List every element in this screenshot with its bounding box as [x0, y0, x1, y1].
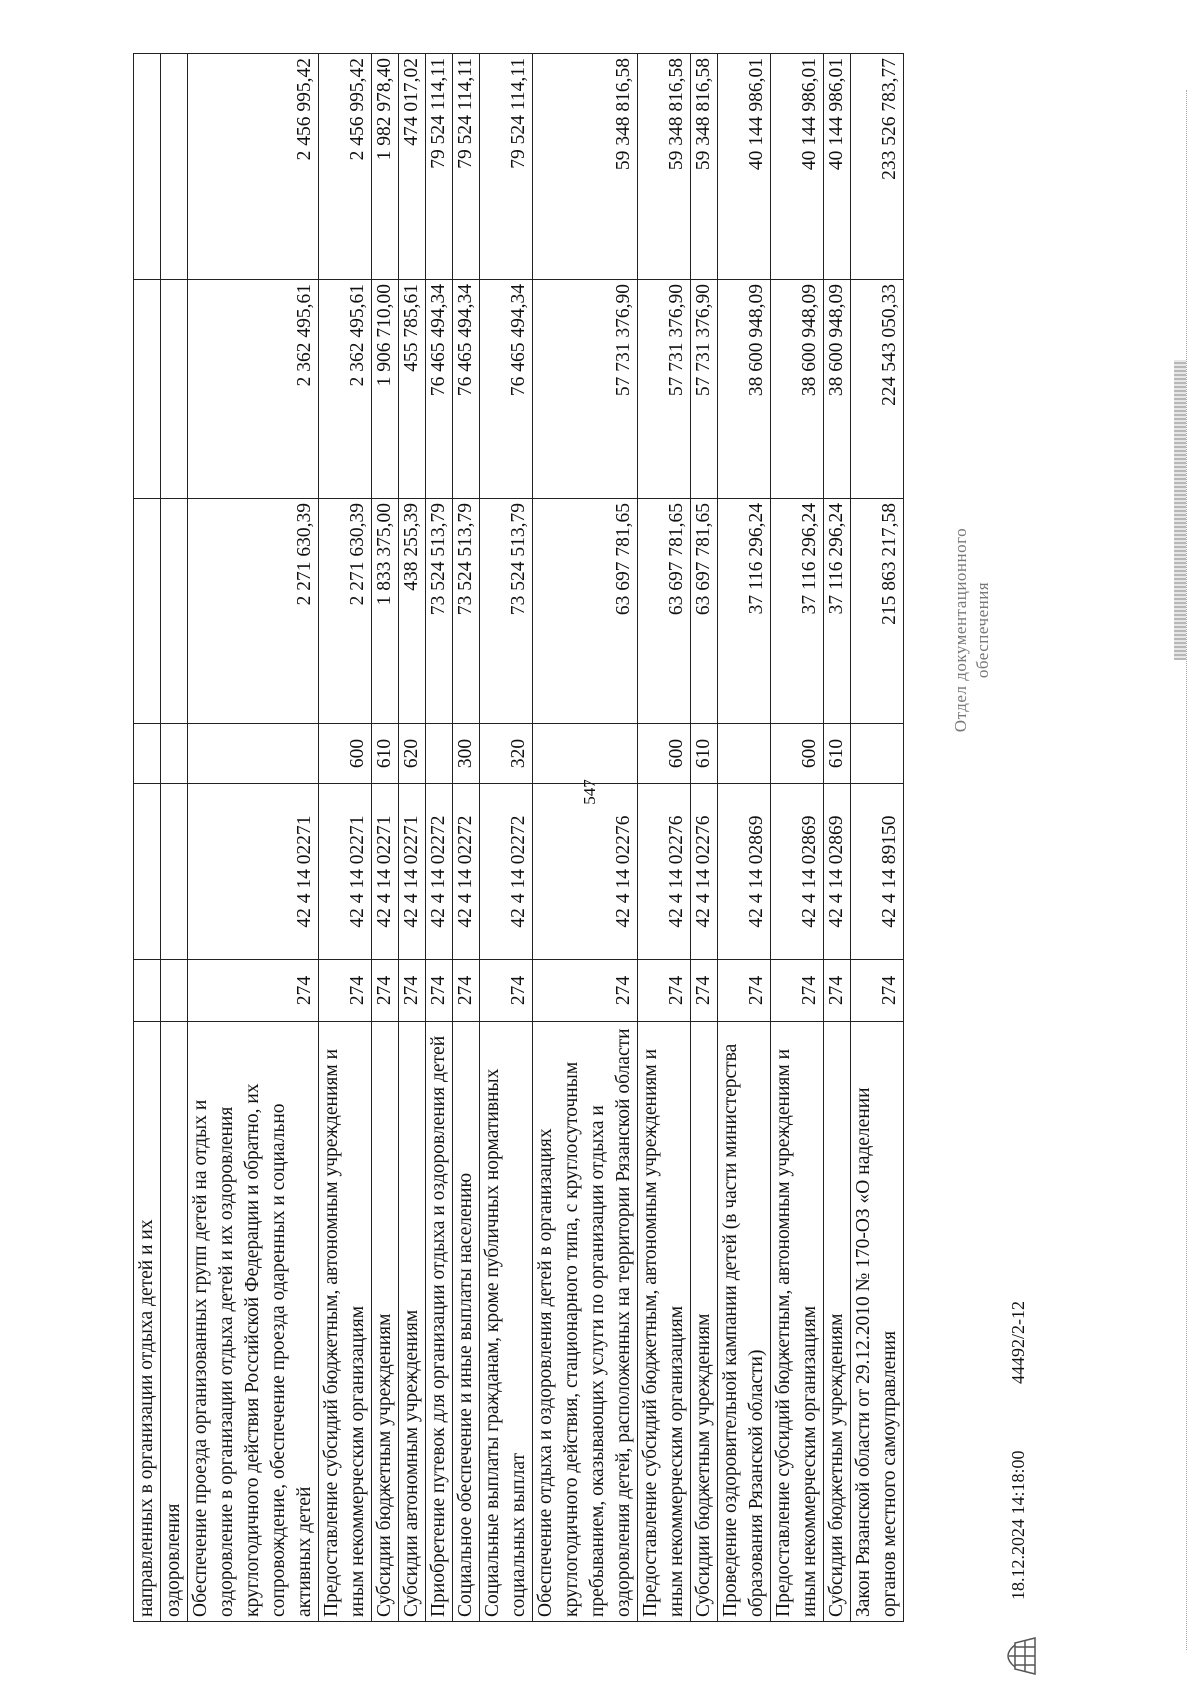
row-name: Предоставление субсидий бюджетным, автономным учреждениям и иным некоммерческим организациям	[771, 1022, 824, 1622]
row-amount-year-1: 63 697 781,65	[691, 499, 718, 724]
row-amount-year-1: 37 116 296,24	[771, 499, 824, 724]
row-name: Субсидии бюджетным учреждениям	[372, 1022, 399, 1622]
table-row	[533, 54, 638, 1622]
row-expense-type	[426, 724, 453, 784]
row-amount-year-3	[134, 54, 161, 280]
table-row	[771, 54, 824, 1622]
row-name: Обеспечение отдыха и оздоровления детей в организациях круглогодичного действия, стационарного типа, с круглосуточным пребыванием, оказывающих услуги по организации отдыха и оздоровления детей, расположенных на территории Рязанской области	[533, 1022, 638, 1622]
row-code: 274	[824, 960, 851, 1022]
row-amount-year-2: 38 600 948,09	[718, 280, 771, 499]
row-amount-year-1: 1 833 375,00	[372, 499, 399, 724]
row-target-article: 42 4 14 89150	[851, 784, 904, 960]
row-amount-year-1: 37 116 296,24	[824, 499, 851, 724]
footer-datetime: 18.12.2024 14:18:00	[1008, 1450, 1028, 1600]
row-amount-year-3: 79 524 114,11	[426, 54, 453, 280]
row-expense-type: 610	[372, 724, 399, 784]
row-expense-type: 600	[771, 724, 824, 784]
row-amount-year-3: 59 348 816,58	[638, 54, 691, 280]
row-expense-type	[161, 724, 188, 784]
row-expense-type: 610	[691, 724, 718, 784]
row-amount-year-3: 79 524 114,11	[453, 54, 480, 280]
row-amount-year-1: 37 116 296,24	[718, 499, 771, 724]
row-code: 274	[691, 960, 718, 1022]
row-amount-year-2: 2 362 495,61	[319, 280, 372, 499]
scan-edge-line	[1186, 90, 1188, 1650]
row-name: Закон Рязанской области от 29.12.2010 № 170-ОЗ «О наделении органов местного самоуправления	[851, 1022, 904, 1622]
row-amount-year-3	[161, 54, 188, 280]
row-name: Субсидии бюджетным учреждениям	[691, 1022, 718, 1622]
row-expense-type	[851, 724, 904, 784]
row-amount-year-2: 57 731 376,90	[691, 280, 718, 499]
row-expense-type	[533, 724, 638, 784]
row-amount-year-3: 59 348 816,58	[691, 54, 718, 280]
row-amount-year-1: 73 524 513,79	[480, 499, 533, 724]
rotated-table-wrapper	[133, 54, 1133, 1622]
row-code: 274	[453, 960, 480, 1022]
row-amount-year-1: 63 697 781,65	[533, 499, 638, 724]
row-target-article: 42 4 14 02271	[319, 784, 372, 960]
row-name: Проведение оздоровительной кампании детей (в части министерства образования Рязанской области)	[718, 1022, 771, 1622]
row-code: 274	[771, 960, 824, 1022]
row-amount-year-1: 73 524 513,79	[426, 499, 453, 724]
row-amount-year-3: 474 017,02	[399, 54, 426, 280]
row-amount-year-2: 57 731 376,90	[533, 280, 638, 499]
row-expense-type: 320	[480, 724, 533, 784]
row-name: Субсидии автономным учреждениям	[399, 1022, 426, 1622]
row-amount-year-2: 38 600 948,09	[771, 280, 824, 499]
row-expense-type: 610	[824, 724, 851, 784]
row-target-article: 42 4 14 02272	[453, 784, 480, 960]
row-name: Предоставление субсидий бюджетным, автономным учреждениям и иным некоммерческим организациям	[319, 1022, 372, 1622]
row-amount-year-3: 79 524 114,11	[480, 54, 533, 280]
row-name: Приобретение путевок для организации отдыха и оздоровления детей	[426, 1022, 453, 1622]
row-amount-year-1: 73 524 513,79	[453, 499, 480, 724]
row-amount-year-2: 76 465 494,34	[426, 280, 453, 499]
table-row	[824, 54, 851, 1622]
row-name: Обеспечение проезда организованных групп детей на отдых и оздоровление в организации отдыха детей и их оздоровления круглогодичного действия Российской Федерации и обратно, их сопровождение, обеспечение проезда одаренных и социально активных детей	[188, 1022, 319, 1622]
row-amount-year-2: 224 543 050,33	[851, 280, 904, 499]
row-amount-year-3: 59 348 816,58	[533, 54, 638, 280]
table-row	[134, 54, 161, 1622]
row-code: 274	[372, 960, 399, 1022]
row-code: 274	[480, 960, 533, 1022]
row-amount-year-3: 40 144 986,01	[824, 54, 851, 280]
row-code: 274	[718, 960, 771, 1022]
row-amount-year-1: 63 697 781,65	[638, 499, 691, 724]
row-amount-year-2: 38 600 948,09	[824, 280, 851, 499]
table-row	[718, 54, 771, 1622]
row-expense-type: 620	[399, 724, 426, 784]
footer-doc-id: 44492/2-12	[1008, 1300, 1028, 1384]
row-code	[134, 960, 161, 1022]
row-amount-year-2	[161, 280, 188, 499]
row-amount-year-1: 438 255,39	[399, 499, 426, 724]
row-name: Предоставление субсидий бюджетным, автономным учреждениям и иным некоммерческим организациям	[638, 1022, 691, 1622]
row-amount-year-2: 2 362 495,61	[188, 280, 319, 499]
table-row	[638, 54, 691, 1622]
row-amount-year-2: 76 465 494,34	[453, 280, 480, 499]
department-stamp	[950, 440, 1010, 820]
row-code: 274	[533, 960, 638, 1022]
row-target-article	[134, 784, 161, 960]
document-footer	[1008, 700, 1048, 1600]
row-amount-year-1: 2 271 630,39	[319, 499, 372, 724]
stamp-line-1: Отдел документационного	[951, 527, 970, 733]
row-code: 274	[851, 960, 904, 1022]
row-target-article: 42 4 14 02271	[188, 784, 319, 960]
row-expense-type: 300	[453, 724, 480, 784]
row-code: 274	[426, 960, 453, 1022]
page-number: 547	[580, 779, 599, 805]
row-amount-year-3: 1 982 978,40	[372, 54, 399, 280]
table-row	[851, 54, 904, 1622]
row-target-article: 42 4 14 02271	[372, 784, 399, 960]
row-amount-year-1	[161, 499, 188, 724]
table-row	[691, 54, 718, 1622]
row-target-article: 42 4 14 02271	[399, 784, 426, 960]
row-expense-type	[188, 724, 319, 784]
row-amount-year-1: 215 863 217,58	[851, 499, 904, 724]
row-target-article: 42 4 14 02276	[691, 784, 718, 960]
budget-table-body	[134, 54, 904, 1622]
row-amount-year-3: 233 526 783,77	[851, 54, 904, 280]
row-name: оздоровления	[161, 1022, 188, 1622]
table-row	[426, 54, 453, 1622]
row-amount-year-3: 40 144 986,01	[771, 54, 824, 280]
row-amount-year-2	[134, 280, 161, 499]
row-target-article: 42 4 14 02276	[533, 784, 638, 960]
row-target-article	[161, 784, 188, 960]
row-name: Субсидии бюджетным учреждениям	[824, 1022, 851, 1622]
table-row	[453, 54, 480, 1622]
row-name: Социальные выплаты гражданам, кроме публичных нормативных социальных выплат	[480, 1022, 533, 1622]
row-expense-type: 600	[638, 724, 691, 784]
row-name: направленных в организации отдыха детей и их	[134, 1022, 161, 1622]
row-name: Социальное обеспечение и иные выплаты населению	[453, 1022, 480, 1622]
table-row	[372, 54, 399, 1622]
row-code	[161, 960, 188, 1022]
row-amount-year-1: 2 271 630,39	[188, 499, 319, 724]
row-expense-type	[718, 724, 771, 784]
coat-of-arms-logo	[1000, 1628, 1046, 1684]
row-amount-year-2: 455 785,61	[399, 280, 426, 499]
table-row	[480, 54, 533, 1622]
row-code: 274	[638, 960, 691, 1022]
row-expense-type: 600	[319, 724, 372, 784]
row-target-article: 42 4 14 02272	[426, 784, 453, 960]
row-target-article: 42 4 14 02869	[824, 784, 851, 960]
row-amount-year-2: 57 731 376,90	[638, 280, 691, 499]
row-amount-year-3: 40 144 986,01	[718, 54, 771, 280]
row-amount-year-3: 2 456 995,42	[319, 54, 372, 280]
row-amount-year-1	[134, 499, 161, 724]
scan-edge-mark	[1174, 360, 1186, 660]
table-row	[399, 54, 426, 1622]
row-target-article: 42 4 14 02276	[638, 784, 691, 960]
row-amount-year-2: 1 906 710,00	[372, 280, 399, 499]
table-row	[161, 54, 188, 1622]
budget-table	[133, 53, 904, 1622]
table-row	[188, 54, 319, 1622]
row-code: 274	[188, 960, 319, 1022]
row-code: 274	[319, 960, 372, 1022]
row-target-article: 42 4 14 02272	[480, 784, 533, 960]
row-expense-type	[134, 724, 161, 784]
row-amount-year-2: 76 465 494,34	[480, 280, 533, 499]
table-row	[319, 54, 372, 1622]
row-target-article: 42 4 14 02869	[718, 784, 771, 960]
row-code: 274	[399, 960, 426, 1022]
row-amount-year-3: 2 456 995,42	[188, 54, 319, 280]
stamp-line-2: обеспечения	[973, 581, 992, 679]
row-target-article: 42 4 14 02869	[771, 784, 824, 960]
